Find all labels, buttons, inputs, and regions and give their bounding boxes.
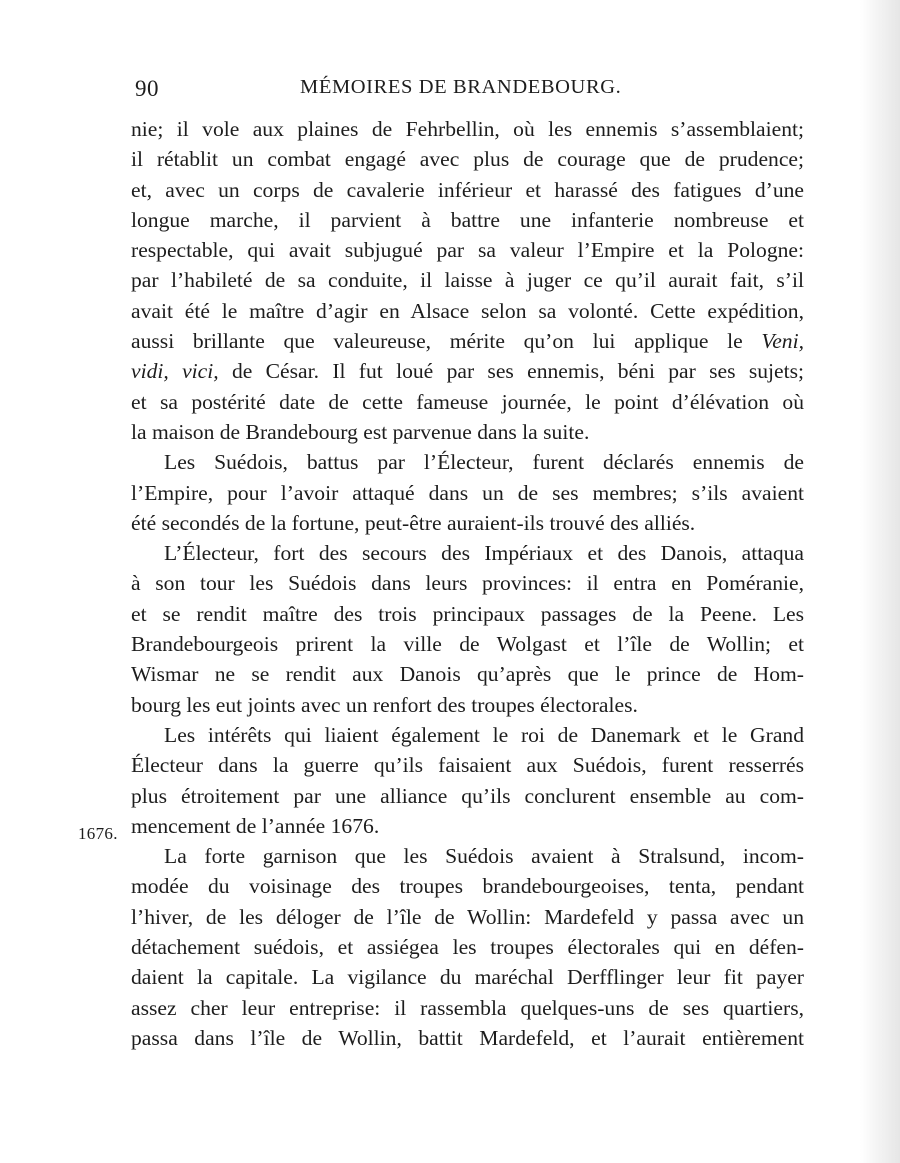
running-head — [135, 76, 804, 104]
text-line: et se rendit maître des trois principaux passages de la Peene. Les — [131, 601, 804, 626]
text-segment: de César. Il fut loué par ses ennemis, béni par ses sujets; — [231, 359, 805, 384]
text-line: respectable, qui avait subjugué par sa valeur l’Empire et la Pologne: — [131, 238, 804, 263]
text-line: bourg les eut joints avec un renfort des troupes électorales. — [131, 692, 638, 717]
text-line: Wismar ne se rendit aux Danois qu’après que le prince de Hom- — [131, 662, 804, 687]
text-line: il rétablit un combat engagé avec plus de courage que de prudence; — [131, 147, 804, 172]
text-line-with-italic — [131, 356, 804, 386]
paragraph-start-line: La forte garnison que les Suédois avaient à Stralsund, incom- — [164, 844, 804, 869]
text-line: longue marche, il parvient à battre une infanterie nombreuse et — [131, 207, 804, 232]
text-line: mencement de l’année 1676. — [131, 813, 380, 838]
page-number: 90 — [135, 76, 159, 101]
text-line: l’Empire, pour l’avoir attaqué dans un de ses membres; s’ils avaient — [131, 480, 804, 505]
text-line: et, avec un corps de cavalerie inférieur et harassé des fatigues d’une — [131, 177, 804, 202]
text-line: été secondés de la fortune, peut-être auraient-ils trouvé des alliés. — [131, 510, 696, 535]
italic-phrase: Veni, — [761, 329, 804, 354]
text-line: par l’habileté de sa conduite, il laisse à juger ce qu’il aurait fait, s’il — [131, 268, 804, 293]
text-line: modée du voisinage des troupes brandebourgeoises, tenta, pendant — [131, 874, 804, 899]
text-line: Brandebourgeois prirent la ville de Wolgast et l’île de Wollin; et — [131, 632, 804, 657]
paragraph-start-line: Les Suédois, battus par l’Électeur, furent déclarés ennemis de — [164, 450, 804, 475]
italic-phrase: vidi, vici, — [131, 359, 219, 384]
text-line: la maison de Brandebourg est parvenue dans la suite. — [131, 419, 590, 444]
text-line: nie; il vole aux plaines de Fehrbellin, où les ennemis s’assemblaient; — [131, 117, 804, 141]
margin-year-note: 1676. — [78, 824, 118, 843]
paragraph-start-line: Les intérêts qui liaient également le roi de Danemark et le Grand — [164, 722, 804, 747]
text-segment: aussi brillante que valeureuse, mérite qu’on lui applique le — [131, 329, 743, 354]
text-line: assez cher leur entreprise: il rassembla quelques-uns de ses quartiers, — [131, 995, 804, 1020]
text-line: daient la capitale. La vigilance du maréchal Derfflinger leur fit payer — [131, 965, 804, 990]
text-line: avait été le maître d’agir en Alsace selon sa volonté. Cette expédition, — [131, 298, 804, 323]
body-text — [131, 114, 804, 1053]
text-line: détachement suédois, et assiégea les troupes électorales qui en défen- — [131, 935, 804, 960]
text-line: passa dans l’île de Wollin, battit Mardefeld, et l’aurait entièrement — [131, 1025, 804, 1050]
paragraph-start-line: L’Électeur, fort des secours des Impériaux et des Danois, attaqua — [164, 541, 804, 566]
text-line: Électeur dans la guerre qu’ils faisaient aux Suédois, furent resserrés — [131, 753, 804, 778]
text-line: à son tour les Suédois dans leurs provinces: il entra en Poméranie, — [131, 571, 804, 596]
text-line-with-italic — [131, 326, 804, 356]
page-header-title: MÉMOIRES DE BRANDEBOURG. — [300, 76, 622, 98]
text-line: l’hiver, de les déloger de l’île de Wollin: Mardefeld y passa avec un — [131, 904, 804, 929]
scan-edge-shadow — [860, 0, 900, 1163]
text-line: plus étroitement par une alliance qu’ils conclurent ensemble au com- — [131, 783, 804, 808]
text-line: et sa postérité date de cette fameuse journée, le point d’élévation où — [131, 389, 804, 414]
